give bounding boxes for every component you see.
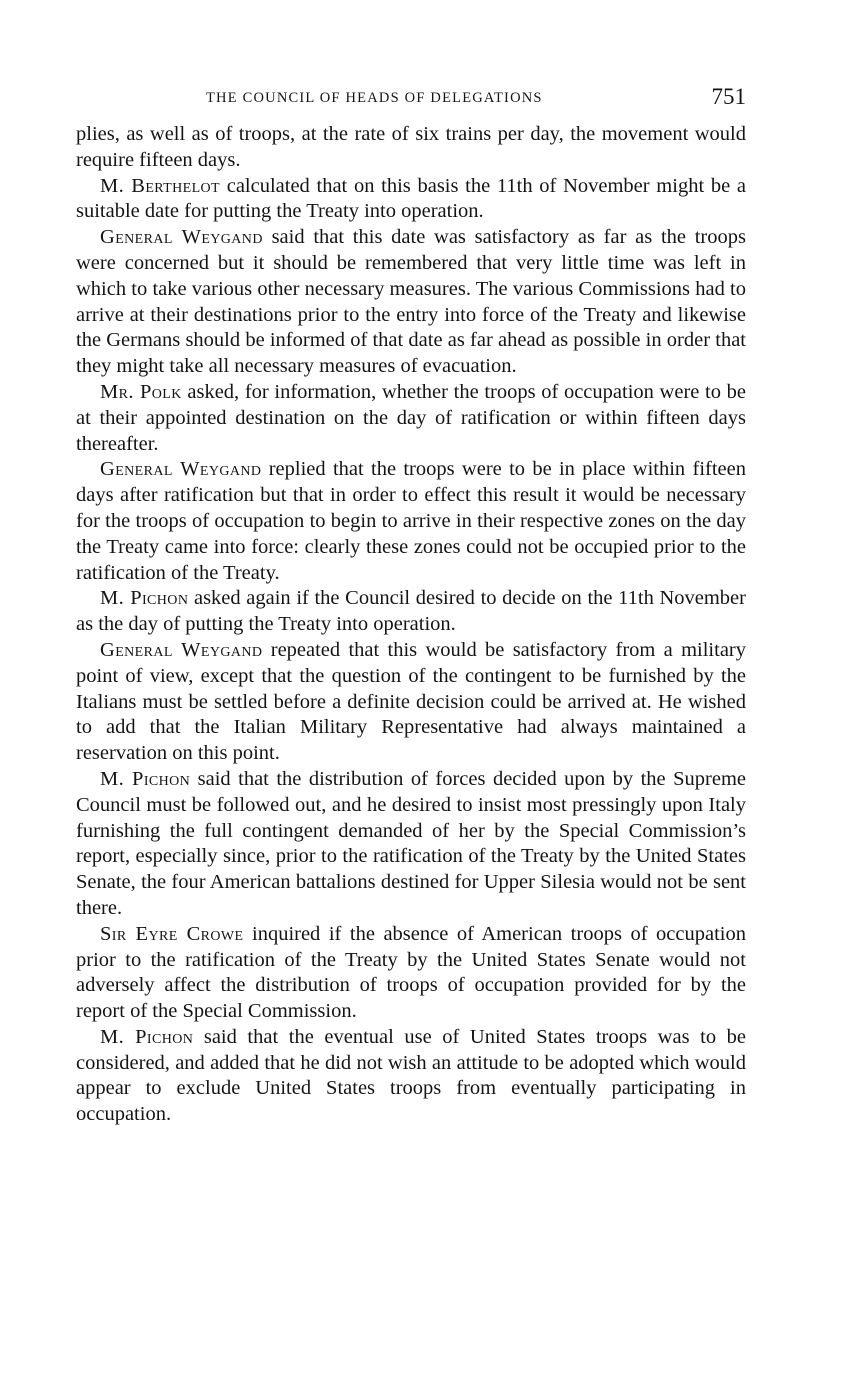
speaker-name: M. Pichon	[100, 587, 189, 610]
speaker-name: General Weygand	[100, 458, 262, 481]
paragraph-weygand-2	[76, 457, 746, 586]
document-page	[76, 84, 746, 1128]
paragraph-text: replied that the troops were to be in place within fifteen days after ratification but that in order to effect this result it would be necessary for the troops of occupation to begin to arrive in their respective zones on the day the Treaty came into force: clearly these zones could not be occupied prior to the ratification of the Treaty.	[76, 458, 746, 584]
paragraph-berthelot	[76, 174, 746, 226]
paragraph-text: asked, for information, whether the troops of occupation were to be at their appointed destination on the day of ratification or within fifteen days thereafter.	[76, 380, 746, 455]
speaker-name: Sir Eyre Crowe	[100, 922, 244, 945]
running-header	[76, 84, 746, 114]
paragraph-pichon-3	[76, 1025, 746, 1128]
page-number: 751	[711, 84, 746, 109]
body-text	[76, 122, 746, 1128]
paragraph-text: asked again if the Council desired to decide on the 11th November as the day of putting the Treaty into operation.	[76, 587, 746, 636]
paragraph-crowe	[76, 922, 746, 1025]
paragraph-text: said that the distribution of forces decided upon by the Supreme Council must be followed out, and he desired to insist most pressingly upon Italy furnishing the full contingent demanded of her by the Special Commission’s report, especially since, prior to the ratification of the Treaty by the United States Senate, the four American battalions destined for Upper Silesia would not be sent there.	[76, 767, 746, 919]
paragraph-text: plies, as well as of troops, at the rate of six trains per day, the movement would require fifteen days.	[76, 123, 746, 171]
paragraph-pichon-1	[76, 586, 746, 638]
paragraph-weygand-3	[76, 638, 746, 767]
speaker-name: M. Berthelot	[100, 174, 221, 197]
paragraph-text: repeated that this would be satisfactory from a military point of view, except that the question of the contingent to be furnished by the Italians must be settled before a definite decision could be arrived at. He wished to add that the Italian Military Representative had always maintained a reservation on this point.	[76, 638, 746, 765]
paragraph-text: said that this date was satisfactory as far as the troops were concerned but it should be remembered that very little time was left in which to take various other necessary measures. The various Commissions had to arrive at their destinations prior to the entry into force of the Treaty and likewise the Germans should be informed of that date as far ahead as possible in order that they might take all necessary measures of evacuation.	[76, 226, 746, 378]
speaker-name: General Weygand	[100, 638, 263, 661]
paragraph-text: said that the eventual use of United States troops was to be considered, and added that he did not wish an attitude to be adopted which would appear to exclude United States troops from eventually participating in occupation.	[76, 1025, 746, 1126]
speaker-name: M. Pichon	[100, 767, 191, 790]
paragraph-polk	[76, 380, 746, 457]
paragraph-text: calculated that on this basis the 11th of November might be a suitable date for putting the Treaty into operation.	[76, 174, 746, 223]
speaker-name: Mr. Polk	[100, 380, 182, 403]
paragraph-continued	[76, 122, 746, 174]
paragraph-pichon-2	[76, 767, 746, 922]
speaker-name: General Weygand	[100, 226, 263, 249]
paragraph-weygand-1	[76, 225, 746, 380]
paragraph-text: inquired if the absence of American troops of occupation prior to the ratification of the Treaty by the United States Senate would not adversely affect the distribution of troops of occupation provided for by the report of the Special Commission.	[76, 922, 746, 1023]
running-title: THE COUNCIL OF HEADS OF DELEGATIONS	[206, 90, 543, 106]
speaker-name: M. Pichon	[100, 1025, 194, 1048]
